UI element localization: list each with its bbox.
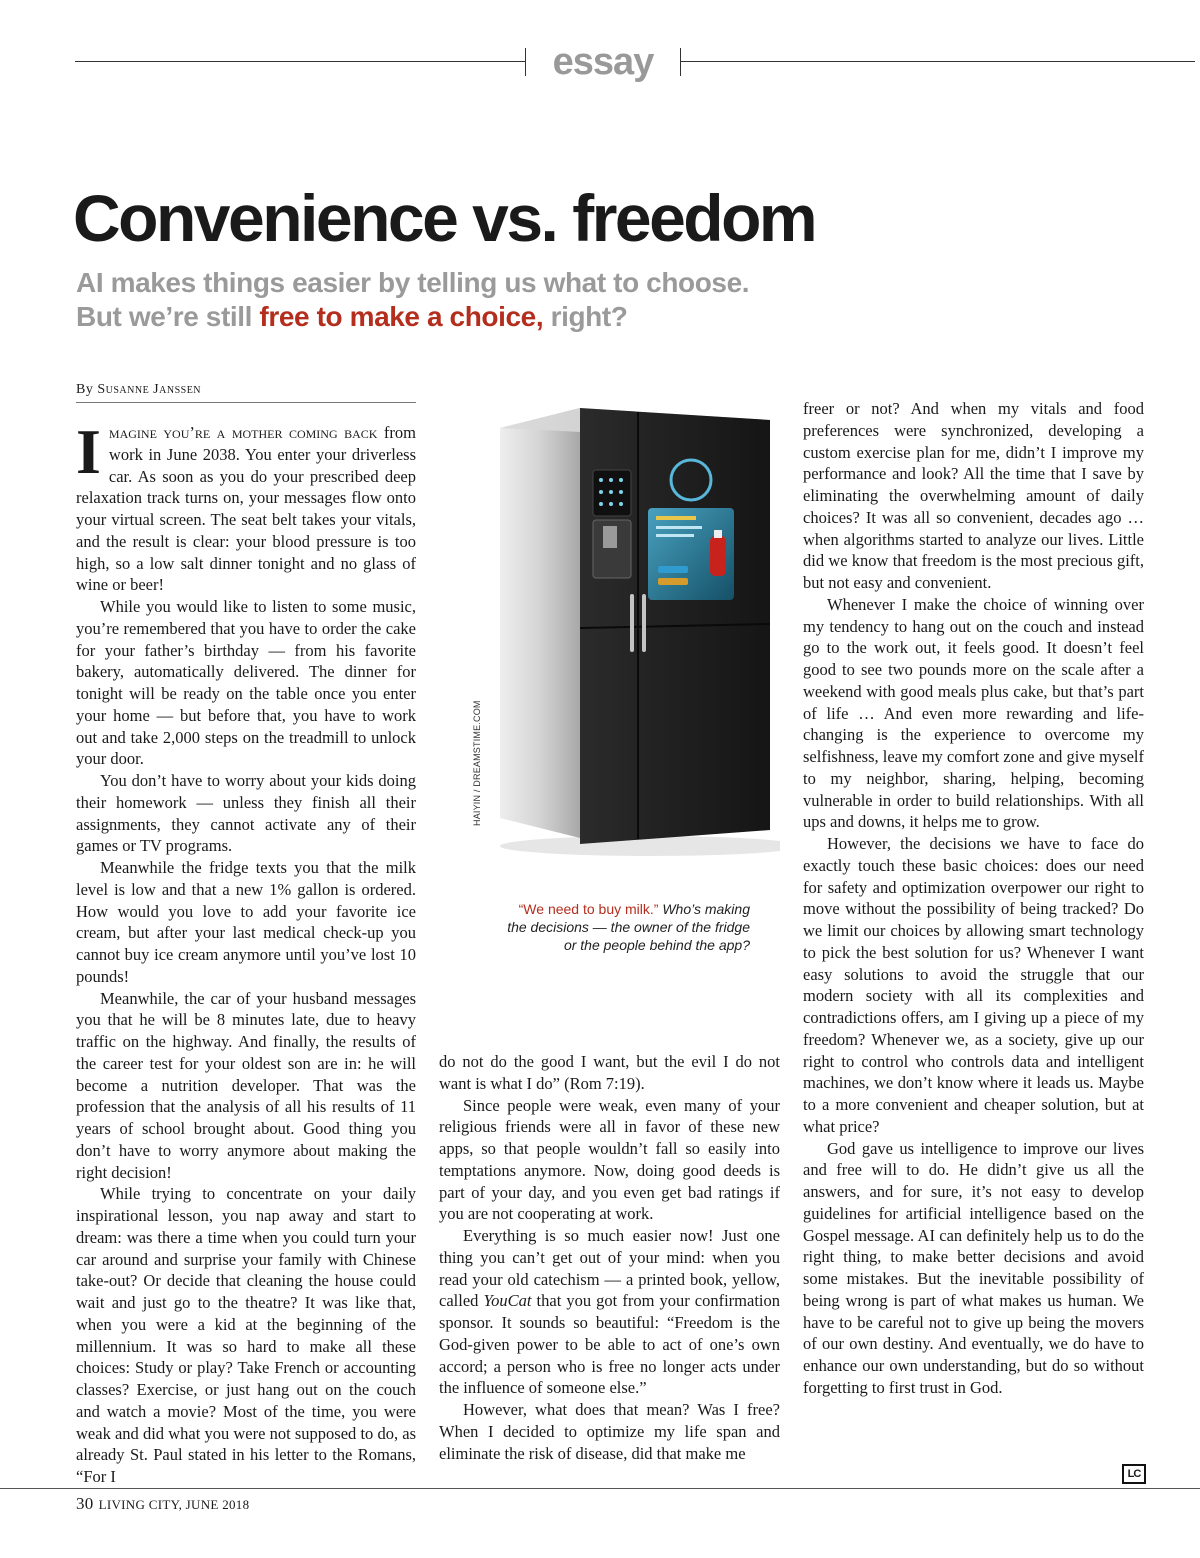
lead-paragraph <box>76 416 416 596</box>
paragraph: While you would like to listen to some music, you’re remembered that you have to order the cake for your father’s birthday — from his favorite bakery, automatically delivered. The dinner for tonight will be ready on the table once you enter your home — but before that, you have to work out and take 2,000 steps on the treadmill to unlock your door. <box>76 597 416 769</box>
ketchup-bottle-icon <box>710 536 726 576</box>
caption-text: Who’s making the decisions — the owner of the fridge or the people behind the app? <box>507 901 750 953</box>
page-footer <box>76 1494 249 1514</box>
screen-text-line <box>656 526 702 529</box>
header-rule-right <box>680 61 1195 62</box>
article-column-2 <box>439 1051 780 1464</box>
deck-line-1: AI makes things easier by telling us what to choose. <box>76 267 750 298</box>
paragraph: Since people were weak, even many of your religious friends were all in favor of these new apps, so that people wouldn’t fall so easily into temptations anymore. Now, doing good deeds is part of your day, and you even get bad ratings if you are not cooperating at work. <box>439 1095 780 1224</box>
book-title: YouCat <box>483 1291 532 1311</box>
paragraph: Whenever I make the choice of winning over my tendency to hang out on the couch and instead go to the work out, it feels good. It doesn’t feel good to see two pounds more on the scale after a weekend with good meals plus cake, but that’s part of life … And even more rewarding and life-changing is the experience to overcome my selfishness, leave my comfort zone and give myself to my neighbor, sharing, helping, becoming vulnerable in order to build relationships. With all ups and downs, it helps me to grow. <box>803 594 1144 832</box>
page-number: 30 <box>76 1494 94 1513</box>
paragraph-part: Everything is so much easier now! Just one thing you can’t get out of your mind: when you read your old catechism — a printed book, yellow, called <box>439 1226 780 1311</box>
section-label: essay <box>552 41 654 83</box>
paragraph-continued: do not do the good I want, but the evil I do not want is what I do” (Rom 7:19). <box>439 1052 780 1093</box>
footer-rule <box>0 1488 1200 1489</box>
door-handle-left <box>630 594 634 652</box>
section-header <box>75 40 1195 84</box>
deck-line-2-start: But we’re still <box>76 301 260 332</box>
fridge-photo <box>460 398 780 868</box>
paragraph: You don’t have to worry about your kids doing their homework — unless they finish all their assignments, they cannot activate any of their games or TV programs. <box>76 771 416 856</box>
article-column-3 <box>803 398 1144 1399</box>
paragraph-part: that you got from your confirmation sponsor. It sounds so beautiful: “Freedom is the God-given power to be able to act of one’s own accord; a person who is free no longer acts under the influence of someone else.” <box>439 1291 781 1398</box>
paragraph-continued: freer or not? And when my vitals and food preferences were synchronized, developing a custom exercise plan for me, didn’t I improve my performance and look? All the time that I save by eliminating the overwhelming amount of daily choices? It was all so convenient, decades ago … when algorithms started to analyze our lives. Little did we know that freedom is the most precious gift, but not easy and convenient. <box>803 399 1144 592</box>
lead-text: from work in June 2038. You enter your driverless car. As soon as you do your prescribed deep relaxation track turns on, your messages flow onto your virtual screen. The seat belt takes your vitals, and the result is clear: your blood pressure is too high, so a low salt dinner tonight and no glass of wine or beer! <box>76 423 416 595</box>
paragraph: However, what does that mean? Was I free? When I decided to optimize my life span and eliminate the risk of disease, did that make me <box>439 1400 780 1463</box>
deck-line-2-end: right? <box>543 301 628 332</box>
screen-button <box>658 578 688 585</box>
byline-by: By <box>76 382 98 397</box>
screen-button <box>658 566 688 573</box>
byline <box>76 382 416 403</box>
byline-author: Susanne Janssen <box>97 382 202 397</box>
dispenser-lever <box>603 526 617 548</box>
ketchup-cap-icon <box>714 530 722 538</box>
paragraph: Meanwhile the fridge texts you that the milk level is low and that a new 1% gallon is ordered. How would you love to add your favorite ice cream, but after your last medical check-up you cannot buy ice cream anymore until you’ve lost 10 pounds! <box>76 858 416 986</box>
paragraph: God gave us intelligence to improve our lives and free will to do. He didn’t give us all the answers, and for sure, it’s not easy to develop guidelines for artificial intelligence based on the Gospel message. AI can definitely help us to do the right thing, to make better decisions and avoid some mistakes. But the inevitable possibility of being wrong is part of what makes us human. We have to be careful not to give up being the movers of our own destiny. And eventually, we do have to enhance our own understanding, but do so without forgetting to first trust in God. <box>803 1138 1144 1397</box>
article-column-1 <box>76 416 416 1488</box>
paragraph: However, the decisions we have to face do exactly touch these basic choices: does our need for safety and optimization overpower our right to move without the possibility of being tracked? Do we limit our choices by allowing smart technology to pick the best solution for us? Whenever I want easy solutions to avoid the struggle that our modern society with all its complexities and contradictions offers, am I giving up a piece of my freedom? Whenever we, as a society, give up our right to control who controls data and intelligent machines, we don’t know where it leads us. Maybe to a more convenient and cheaper solution, but at what price? <box>803 834 1144 1136</box>
screen-text-line <box>656 534 694 537</box>
header-tick-right <box>680 48 681 76</box>
paragraph: While trying to concentrate on your daily inspirational lesson, you nap away and start to dream: was there a time when you could turn your car around and surprise your family with Chinese take-out? Or decide that cleaning the house could wait and just go to the theatre? It was like that, when you were a kid at the beginning of the millennium. It was so hard to make all these choices: Study or play? Take French or accounting classes? Exercise, or just hang out on the couch and watch a movie? Most of the time, you were weak and did what you were not supposed to do, as already St. Paul stated in his letter to the Romans, “For I <box>76 1184 416 1486</box>
end-mark-logo: LC <box>1122 1464 1146 1484</box>
drop-cap: I <box>76 416 101 487</box>
caption-quote: “We need to buy milk.” <box>518 901 659 917</box>
door-handle-right <box>642 594 646 652</box>
fridge-side-panel <box>500 408 580 838</box>
publication-info: LIVING CITY, JUNE 2018 <box>98 1497 250 1512</box>
photo-caption <box>500 900 750 954</box>
deck <box>76 266 749 334</box>
lead-small-caps: magine you’re a mother coming back <box>108 423 378 442</box>
deck-highlight: free to make a choice, <box>259 301 544 332</box>
paragraph <box>439 1225 780 1399</box>
paragraph: Meanwhile, the car of your husband messages you that he will be 8 minutes late, due to heavy traffic on the highway. And finally, the results of the career test for your oldest son are in: he will become a nutrition developer. That was the profession that the analysis of all his results of 11 years of school brought about. Good thing you don’t have to worry anymore about making the right decision! <box>76 988 416 1182</box>
headline: Convenience vs. freedom <box>73 181 816 255</box>
header-rule-left <box>75 61 525 62</box>
photo-credit: HAIYIN / DREAMSTIME.COM <box>472 700 482 826</box>
screen-text-line <box>656 516 696 520</box>
